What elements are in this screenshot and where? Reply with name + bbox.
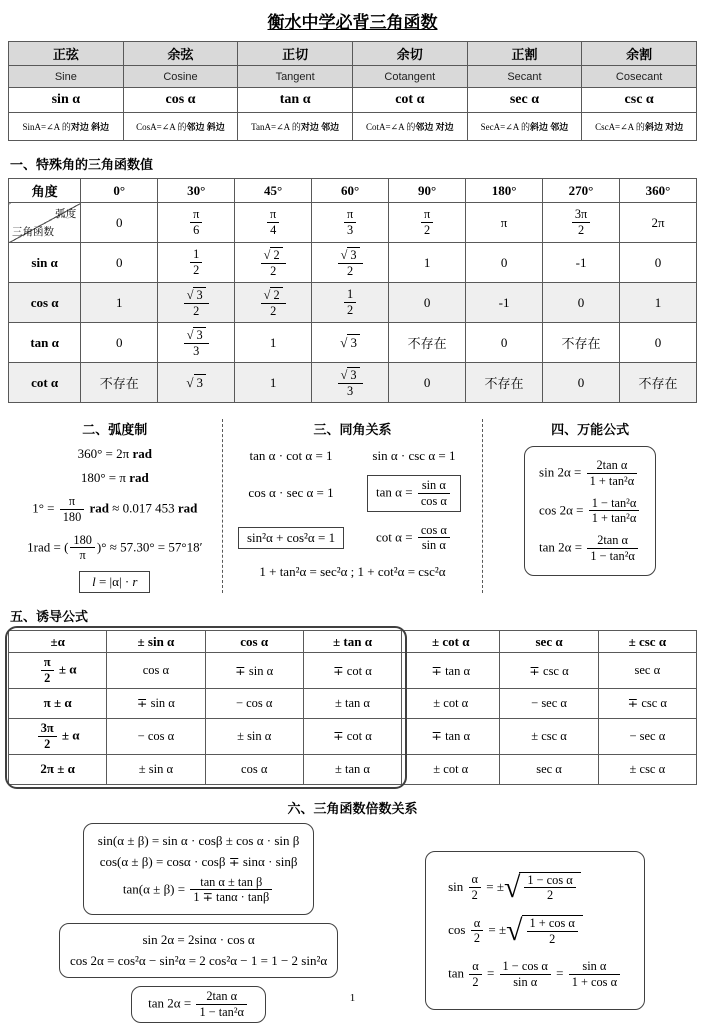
same-angle-formula: tan α = $\frac{\text{sin α}}{\text{cos α}}$ <box>367 475 461 512</box>
trig-value: 不存在 <box>466 363 543 403</box>
induction-row-label: $\frac{3\pi}{2}$ ± α <box>9 718 107 754</box>
sum-difference-formula: cos(α ± β) = cosα · cosβ ∓ sinα · sinβ <box>99 853 298 869</box>
trig-value: 不存在 <box>620 363 697 403</box>
induction-header: ± sin α <box>107 631 205 653</box>
trig-name-cn: 余割 <box>582 42 697 66</box>
section6-heading: 六、三角函数倍数关系 <box>287 800 418 816</box>
induction-value: ± csc α <box>598 754 696 784</box>
induction-header: ± cot α <box>402 631 500 653</box>
same-angle-formula: tan α · cot α = 1 <box>249 448 333 463</box>
trig-definition: SecA=∠A 的斜边 邻边 <box>467 113 582 141</box>
trig-value: √ 3 3 <box>158 323 235 363</box>
angle-header: 0° <box>81 179 158 203</box>
trig-value: 0 <box>466 323 543 363</box>
induction-value: ∓ csc α <box>500 653 598 689</box>
same-angle-section <box>222 419 484 593</box>
trig-value: 不存在 <box>389 323 466 363</box>
radian-section <box>8 419 222 593</box>
same-angle-formula-grid <box>231 446 475 580</box>
induction-value: ± sin α <box>205 718 303 754</box>
trig-value: 1 <box>620 283 697 323</box>
trig-value: √ 3 <box>312 323 389 363</box>
radian-value: $\frac{\pi}{2}$ <box>389 203 466 243</box>
trig-name-cn: 正切 <box>238 42 353 66</box>
section4-heading: 四、万能公式 <box>551 422 630 437</box>
radian-value: $\frac{\pi}{6}$ <box>158 203 235 243</box>
trig-value: 不存在 <box>81 363 158 403</box>
induction-header: sec α <box>500 631 598 653</box>
induction-header: ± csc α <box>598 631 696 653</box>
half-angle-formula: sin $\frac{\alpha}{2}$ = ± √ $\frac{\text{1 − cos α}}{2}$ <box>448 872 622 904</box>
trig-names-table <box>8 41 697 141</box>
trig-symbol: csc α <box>582 88 697 113</box>
angle-header: 180° <box>466 179 543 203</box>
corner-angle-label: 角度 <box>9 179 81 203</box>
trig-name-en: Cosine <box>123 66 238 88</box>
induction-value: − sec α <box>598 718 696 754</box>
induction-header: ± tan α <box>303 631 401 653</box>
angle-header: 60° <box>312 179 389 203</box>
trig-value: 0 <box>543 363 620 403</box>
section1-heading: 一、特殊角的三角函数值 <box>10 157 154 172</box>
trig-name-en: Secant <box>467 66 582 88</box>
induction-value: ± tan α <box>303 754 401 784</box>
same-angle-formula: cot α = $\frac{\text{cos α}}{\text{sin α}}$ <box>376 523 452 554</box>
trig-symbol: sec α <box>467 88 582 113</box>
induction-value: ∓ tan α <box>402 718 500 754</box>
trig-value: -1 <box>466 283 543 323</box>
same-angle-formula: sin²α + cos²α = 1 <box>238 527 344 549</box>
induction-value: ∓ sin α <box>107 688 205 718</box>
radian-value: $\frac{\pi}{4}$ <box>235 203 312 243</box>
trig-value: 1 <box>389 243 466 283</box>
radian-value: π <box>466 203 543 243</box>
trig-value: $\frac{1}{2}$ <box>158 243 235 283</box>
induction-value: ± sin α <box>107 754 205 784</box>
double-angle-formula-box <box>59 923 338 978</box>
trig-value: 1 <box>235 323 312 363</box>
trig-value: 1 <box>235 363 312 403</box>
radian-formula: 1° = $\frac{\pi}{180}$ rad ≈ 0.017 453 rad <box>32 494 198 524</box>
trig-value: √ 2 2 <box>235 283 312 323</box>
induction-value: cos α <box>205 754 303 784</box>
trig-name-en: Cosecant <box>582 66 697 88</box>
trig-definition: TanA=∠A 的对边 邻边 <box>238 113 353 141</box>
section3-heading: 三、同角关系 <box>313 422 392 437</box>
trig-symbol: tan α <box>238 88 353 113</box>
induction-row-label: 2π ± α <box>9 754 107 784</box>
induction-value: cos α <box>107 653 205 689</box>
half-angle-formula-box <box>425 851 645 1011</box>
induction-value: ± cot α <box>402 688 500 718</box>
function-row-label: cot α <box>9 363 81 403</box>
half-angle-formula: tan $\frac{\alpha}{2}$ = $\frac{\text{1 − cos α}}{\text{sin α}}$ = $\frac{\text{sin α}}{\text{1 + cos α}}$ <box>448 959 622 990</box>
induction-table-wrap <box>8 630 697 784</box>
sum-difference-formula: sin(α ± β) = sin α · cosβ ± cos α · sin β <box>97 832 300 848</box>
induction-value: − sec α <box>500 688 598 718</box>
radian-value: $\frac{3\pi}{2}$ <box>543 203 620 243</box>
induction-value: ∓ tan α <box>402 653 500 689</box>
double-angle-formula: sin 2α = 2sinα · cos α <box>142 932 255 948</box>
induction-value: ∓ cot α <box>303 718 401 754</box>
induction-value: ∓ cot α <box>303 653 401 689</box>
section2-heading: 二、弧度制 <box>82 422 148 437</box>
induction-value: sec α <box>500 754 598 784</box>
angle-header: 270° <box>543 179 620 203</box>
radian-formula: 180° = π rad <box>80 470 149 485</box>
trig-name-cn: 余弦 <box>123 42 238 66</box>
universal-formula-section <box>483 419 697 593</box>
angle-header: 90° <box>389 179 466 203</box>
trig-symbol: cos α <box>123 88 238 113</box>
special-angles-table <box>8 178 697 403</box>
radian-value: 2π <box>620 203 697 243</box>
arc-length-formula-box: l = |α| · r <box>79 571 150 593</box>
trig-value: 0 <box>389 363 466 403</box>
induction-value: − cos α <box>205 688 303 718</box>
trig-name-cn: 余切 <box>352 42 467 66</box>
induction-value: ∓ csc α <box>598 688 696 718</box>
trig-name-cn: 正弦 <box>9 42 124 66</box>
trig-symbol: cot α <box>352 88 467 113</box>
trig-value: 0 <box>466 243 543 283</box>
induction-value: ± csc α <box>500 718 598 754</box>
same-angle-formula: sin α · csc α = 1 <box>372 448 456 463</box>
radian-value: $\frac{\pi}{3}$ <box>312 203 389 243</box>
trig-value: 0 <box>81 243 158 283</box>
double-angle-formula: cos 2α = cos²α − sin²α = 2 cos²α − 1 = 1 − 2 sin²α <box>69 953 328 969</box>
radian-formula: 1rad = ( $\frac{180}{\pi}$ )° ≈ 57.30° = 57°18′ <box>27 532 203 563</box>
function-corner-label: 三角函数 <box>12 227 54 238</box>
radian-formula-list <box>12 446 218 563</box>
induction-table <box>8 630 697 784</box>
same-angle-formula: cos α · sec α = 1 <box>248 485 334 501</box>
trig-name-en: Cotangent <box>352 66 467 88</box>
universal-formula: sin 2α = $\frac{\text{2tan α}}{\text{1 + tan²α}}$ <box>539 458 641 489</box>
same-angle-formula: 1 + tan²α = sec²α ; 1 + cot²α = csc²α <box>259 564 446 580</box>
induction-row-label: $\frac{\pi}{2}$ ± α <box>9 653 107 689</box>
trig-definition: SinA=∠A 的对边 斜边 <box>9 113 124 141</box>
page-number: 1 <box>349 992 356 1004</box>
trig-value: √ 3 2 <box>158 283 235 323</box>
trig-value: -1 <box>543 243 620 283</box>
trig-definition: CscA=∠A 的斜边 对边 <box>582 113 697 141</box>
trig-name-en: Tangent <box>238 66 353 88</box>
trig-value: 1 <box>81 283 158 323</box>
radian-corner-label: 弧度 <box>55 209 77 220</box>
trig-value: √ 3 <box>158 363 235 403</box>
angle-header: 30° <box>158 179 235 203</box>
trig-name-cn: 正割 <box>467 42 582 66</box>
tan-double-angle-box: tan 2α = $\frac{\text{2tan α}}{\text{1 − tan²α}}$ <box>131 986 266 1023</box>
trig-value: 0 <box>620 243 697 283</box>
trig-value: 0 <box>620 323 697 363</box>
trig-value: √ 3 2 <box>312 243 389 283</box>
trig-value: 0 <box>389 283 466 323</box>
diagonal-corner-cell <box>9 203 81 243</box>
trig-name-en: Sine <box>9 66 124 88</box>
induction-row-label: π ± α <box>9 688 107 718</box>
trig-definition: CosA=∠A 的邻边 斜边 <box>123 113 238 141</box>
radian-value: 0 <box>81 203 158 243</box>
universal-formula: cos 2α = $\frac{\text{1 − tan²α}}{\text{1 + tan²α}}$ <box>539 496 641 527</box>
trig-value: 0 <box>543 283 620 323</box>
induction-value: − cos α <box>107 718 205 754</box>
induction-value: ∓ sin α <box>205 653 303 689</box>
sum-difference-formula: tan(α ± β) = $\frac{\text{tan α ± tan β}}{1 \mp \tan\alpha \cdot \tan\beta}$ <box>98 875 300 906</box>
radian-formula: 360° = 2π rad <box>77 446 152 461</box>
half-angle-formula: cos $\frac{\alpha}{2}$ = ± √ $\frac{\text{1 + cos α}}{2}$ <box>448 915 622 947</box>
angle-header: 45° <box>235 179 312 203</box>
page-title: 衡水中学必背三角函数 <box>267 13 438 32</box>
trig-value: $\frac{1}{2}$ <box>312 283 389 323</box>
trig-value: 不存在 <box>543 323 620 363</box>
function-row-label: cos α <box>9 283 81 323</box>
trig-symbol: sin α <box>9 88 124 113</box>
function-row-label: tan α <box>9 323 81 363</box>
trig-value: √ 2 2 <box>235 243 312 283</box>
formula-sections-row <box>8 419 697 593</box>
induction-value: ± cot α <box>402 754 500 784</box>
section5-heading: 五、诱导公式 <box>10 609 89 625</box>
induction-value: ± tan α <box>303 688 401 718</box>
universal-formula-box <box>524 446 656 576</box>
induction-value: sec α <box>598 653 696 689</box>
induction-header: cos α <box>205 631 303 653</box>
trig-definition: CotA=∠A 的邻边 对边 <box>352 113 467 141</box>
universal-formula: tan 2α = $\frac{\text{2tan α}}{\text{1 − tan²α}}$ <box>539 533 641 564</box>
trig-value: √ 3 3 <box>312 363 389 403</box>
function-row-label: sin α <box>9 243 81 283</box>
induction-header: ±α <box>9 631 107 653</box>
angle-header: 360° <box>620 179 697 203</box>
sum-difference-formula-box <box>83 823 315 916</box>
trig-value: 0 <box>81 323 158 363</box>
